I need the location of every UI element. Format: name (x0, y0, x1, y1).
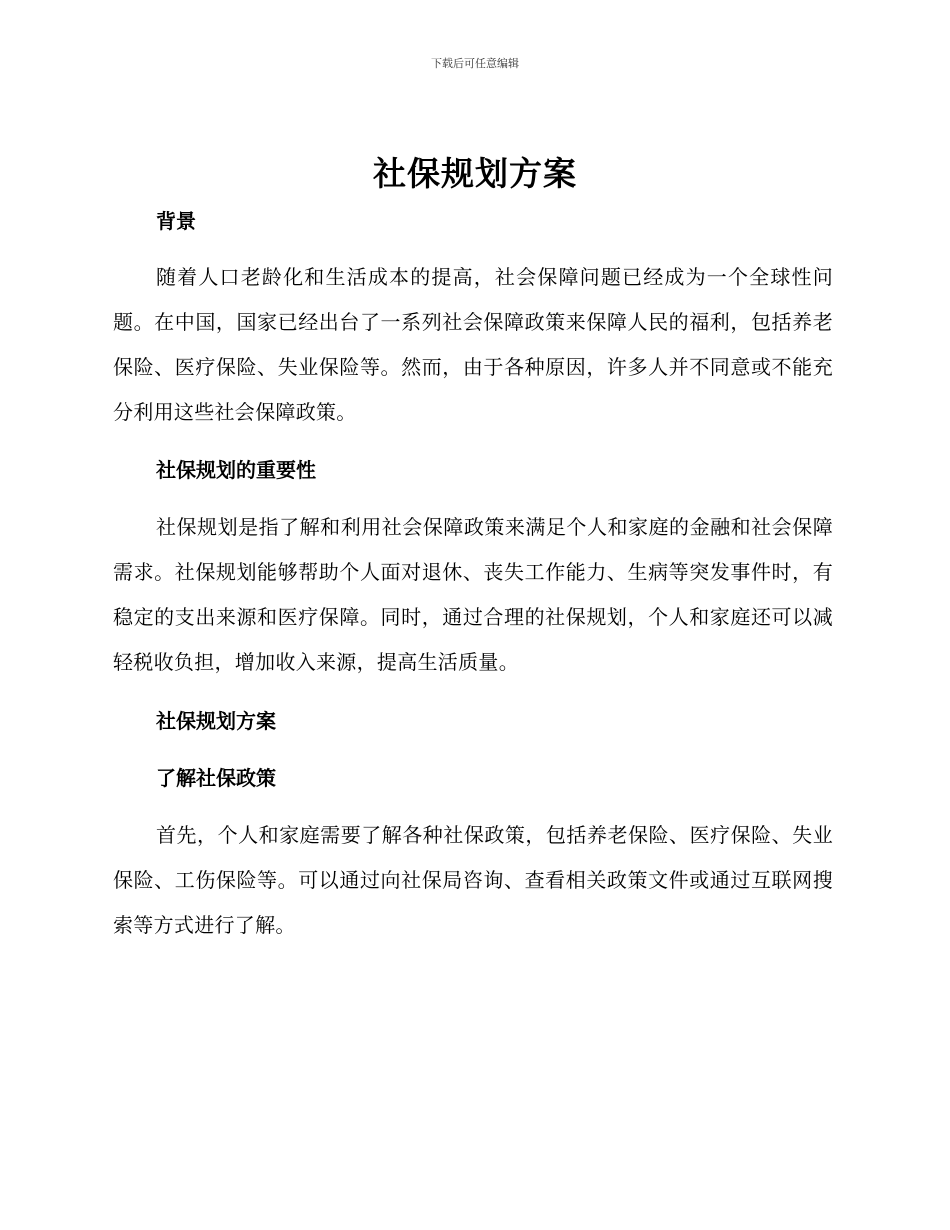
header-note: 下载后可任意编辑 (431, 57, 519, 70)
paragraph-policy: 首先，个人和家庭需要了解各种社保政策，包括养老保险、医疗保险、失业保险、工伤保险等。可以通过向社保局咨询、查看相关政策文件或通过互联网搜索等方式进行了解。 (113, 823, 833, 937)
paragraph-importance: 社保规划是指了解和利用社会保障政策来满足个人和家庭的金融和社会保障需求。社保规划能够帮助个人面对退休、丧失工作能力、生病等突发事件时，有稳定的支出来源和医疗保障。同时，通过合理的社保规划，个人和家庭还可以减轻税收负担，增加收入来源，提高生活质量。 (113, 515, 833, 674)
section-heading-importance: 社保规划的重要性 (156, 458, 316, 482)
section-heading-plan: 社保规划方案 (156, 709, 276, 733)
document-title: 社保规划方案 (373, 154, 577, 193)
section-heading-background: 背景 (156, 209, 196, 233)
paragraph-background: 随着人口老龄化和生活成本的提高，社会保障问题已经成为一个全球性问题。在中国，国家已经出台了一系列社会保障政策来保障人民的福利，包括养老保险、医疗保险、失业保险等。然而，由于各种原因，许多人并不同意或不能充分利用这些社会保障政策。 (113, 265, 833, 424)
subsection-heading-policy: 了解社保政策 (156, 766, 276, 790)
